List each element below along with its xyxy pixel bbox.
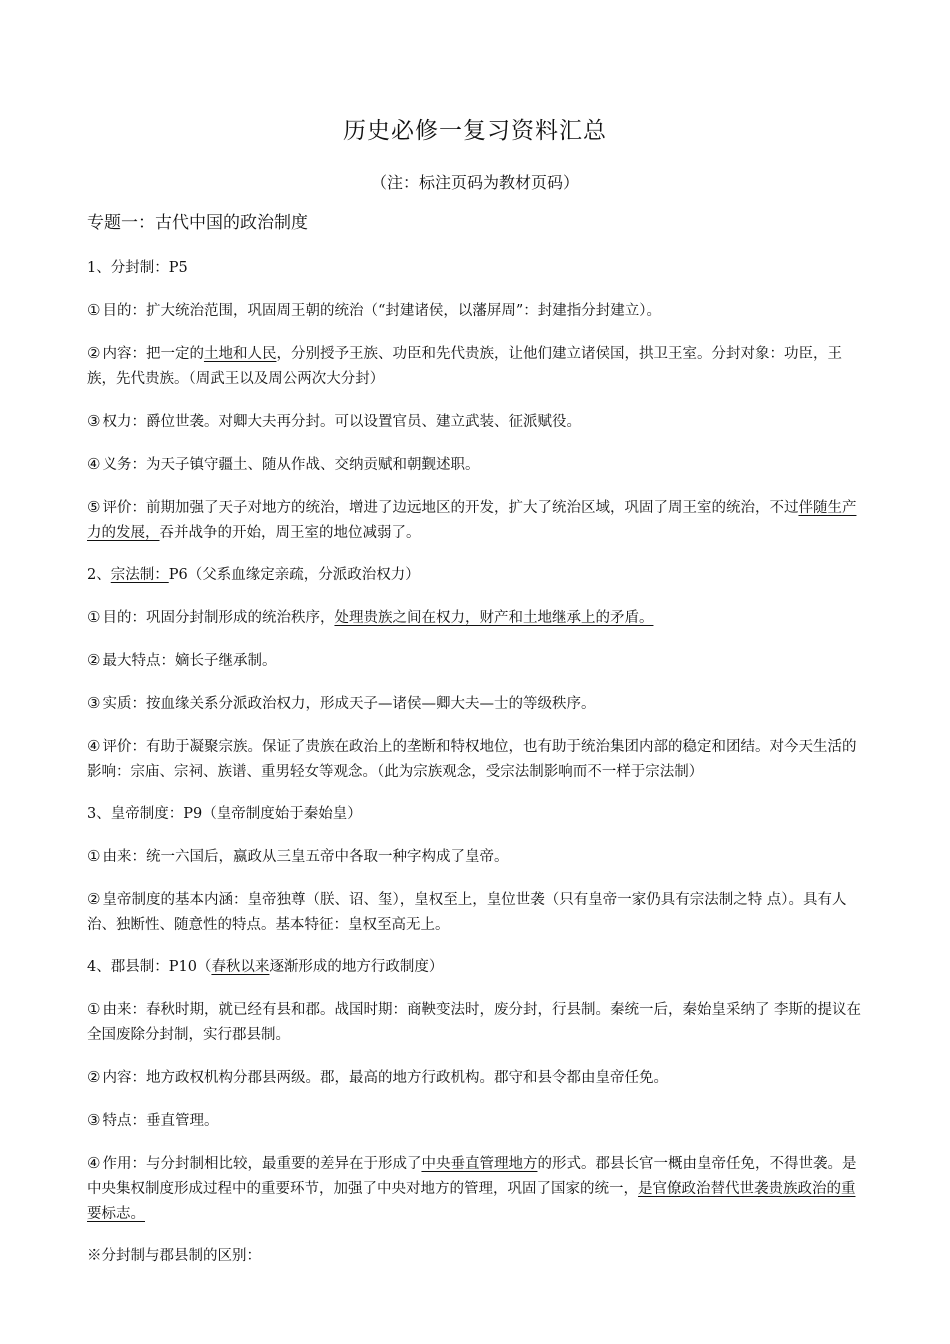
comparison-heading: ※分封制与郡县制的区别： <box>87 1248 261 1264</box>
marker-2: ② <box>87 1068 101 1086</box>
underlined-text: 伴随生产力的发展， <box>87 500 857 541</box>
section-2-item-3: ③ 实质：按血缘关系分派政治权力，形成天子—诸侯—卿大夫—士的等级秩序。 <box>87 694 596 712</box>
underlined-text: 处理贵族之间在权力，财产和土地继承上的矛盾。 <box>334 610 654 626</box>
underlined-text: 土地和人民 <box>203 346 277 362</box>
page-note: （注：标注页码为教材页码） <box>370 173 579 192</box>
section-4-item-3: ③ 特点：垂直管理。 <box>87 1111 219 1129</box>
section-3-item-2: ② 皇帝制度的基本内涵：皇帝独尊（朕、诏、玺），皇权至上，皇位世袭（只有皇帝一家仍具有宗法制之特 点）。具有人治、独断性、随意性的特点。基本特征：皇权至高无上。 <box>87 890 847 933</box>
marker-1: ① <box>87 1000 101 1018</box>
marker-3: ③ <box>87 1111 101 1129</box>
document-title: 历史必修一复习资料汇总 <box>343 118 607 144</box>
section-3-item-1: ① 由来：统一六国后，嬴政从三皇五帝中各取一种字构成了皇帝。 <box>87 847 509 865</box>
marker-2: ② <box>87 344 101 362</box>
section-1-item-4: ④ 义务：为天子镇守疆土、随从作战、交纳贡赋和朝觐述职。 <box>87 455 480 473</box>
section-4-item-2: ② 内容：地方政权机构分郡县两级。郡，最高的地方行政机构。郡守和县令都由皇帝任免。 <box>87 1068 668 1086</box>
underlined-text: 宗法制： <box>110 567 169 583</box>
section-1-item-5: ⑤ 评价：前期加强了天子对地方的统治，增进了边远地区的开发，扩大了统治区域，巩固了周王室的统治，不过伴随生产力的发展，吞并战争的开始，周王室的地位减弱了。 <box>87 498 857 541</box>
marker-2: ② <box>87 890 101 908</box>
marker-4: ④ <box>87 455 101 473</box>
section-1-item-3: ③ 权力：爵位世袭。对卿大夫再分封。可以设置官员、建立武装、征派赋役。 <box>87 412 581 430</box>
marker-1: ① <box>87 608 101 626</box>
marker-4: ④ <box>87 1154 101 1172</box>
marker-1: ① <box>87 847 101 865</box>
marker-5: ⑤ <box>87 498 101 516</box>
section-2-heading: 2、宗法制：P6（父系血缘定亲疏，分派政治权力） <box>87 567 420 583</box>
marker-3: ③ <box>87 412 101 430</box>
section-1-item-2: ② 内容：把一定的土地和人民，分别授予王族、功臣和先代贵族，让他们建立诸侯国，拱卫王室。分封对象：功臣，王族，先代贵族。（周武王以及周公两次大分封） <box>87 344 842 387</box>
marker-4: ④ <box>87 737 101 755</box>
marker-1: ① <box>87 301 101 319</box>
section-4-item-4: ④ 作用：与分封制相比较，最重要的差异在于形成了中央垂直管理地方的形式。郡县长官一概由皇帝任免，不得世袭。是中央集权制度形成过程中的重要环节，加强了中央对地方的管理，巩固了国家的统一，是官僚政治替代世袭贵族政治的重要标志。 <box>87 1154 857 1222</box>
marker-3: ③ <box>87 694 101 712</box>
section-1-heading: 1、分封制：P5 <box>87 260 188 276</box>
underlined-text: 是官僚政治替代世袭贵族政治的重要标志。 <box>87 1181 856 1222</box>
section-2-item-4: ④ 评价：有助于凝聚宗族。保证了贵族在政治上的垄断和特权地位，也有助于统治集团内部的稳定和团结。对今天生活的影响：宗庙、宗祠、族谱、重男轻女等观念。（此为宗族观念，受宗法制影响而不一样于宗法制） <box>87 737 857 780</box>
section-2-item-1: ① 目的：巩固分封制形成的统治秩序，处理贵族之间在权力，财产和土地继承上的矛盾。 <box>87 608 654 626</box>
section-3-heading: 3、皇帝制度：P9（皇帝制度始于秦始皇） <box>87 806 362 822</box>
section-4-item-1: ① 由来：春秋时期，就已经有县和郡。战国时期：商鞅变法时，废分封，行县制。秦统一后，秦始皇采纳了 李斯的提议在全国废除分封制，实行郡县制。 <box>87 1000 862 1043</box>
section-1-item-1: ① 目的：扩大统治范围，巩固周王朝的统治（“封建诸侯，以藩屏周”：封建指分封建立）。 <box>87 301 662 319</box>
content-body <box>87 256 867 1286</box>
underlined-text: 中央垂直管理地方 <box>421 1156 538 1172</box>
section-2-item-2: ② 最大特点：嫡长子继承制。 <box>87 651 277 669</box>
marker-2: ② <box>87 651 101 669</box>
section-4-heading: 4、郡县制：P10（春秋以来逐渐形成的地方行政制度） <box>87 959 444 975</box>
topic-heading: 专题一：古代中国的政治制度 <box>87 213 308 233</box>
underlined-text: 春秋以来 <box>211 959 270 975</box>
